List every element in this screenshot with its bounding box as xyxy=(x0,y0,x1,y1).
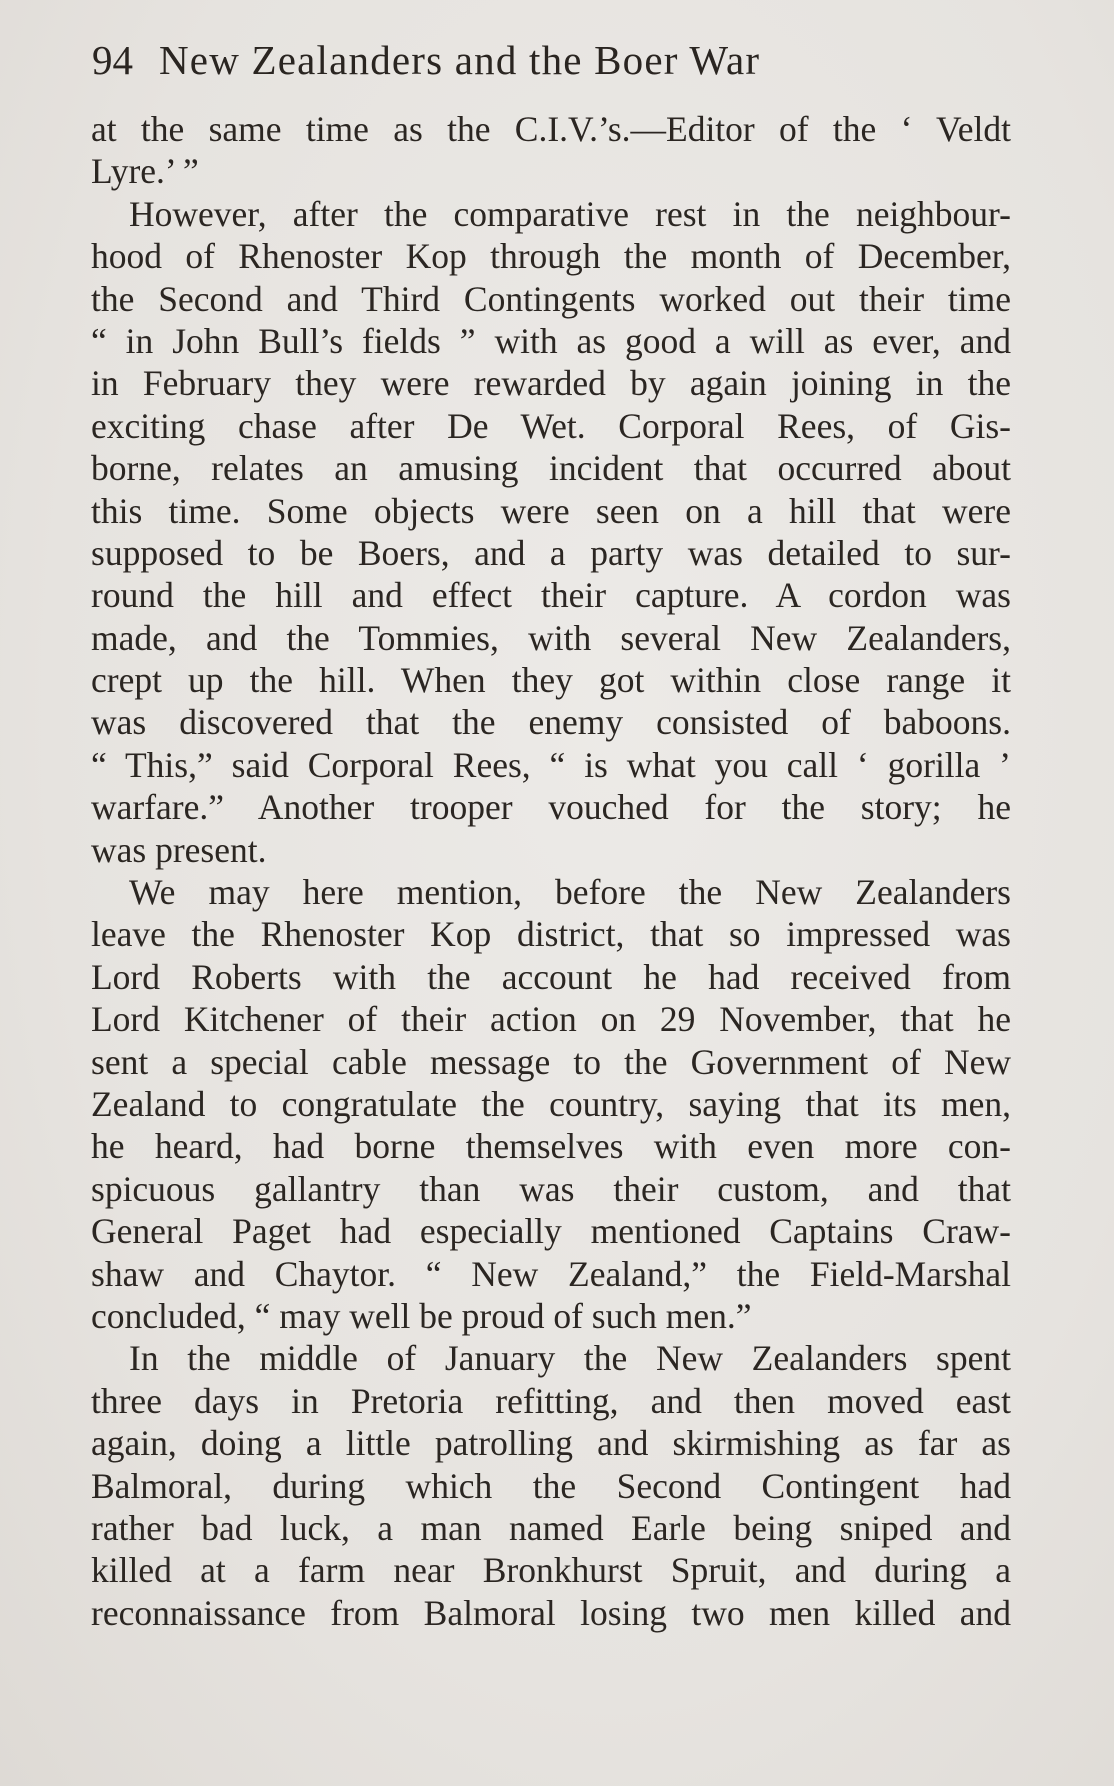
text-line: three days in Pretoria refitting, and then moved east xyxy=(91,1380,1011,1421)
running-header xyxy=(92,36,1012,96)
text-line: Lord Roberts with the account he had received from xyxy=(91,956,1011,997)
text-line: Balmoral, during which the Second Contingent had xyxy=(91,1465,1011,1506)
text-line: borne, relates an amusing incident that occurred about xyxy=(91,448,1011,489)
text-line: We may here mention, before the New Zealanders xyxy=(129,872,1011,913)
text-line: sent a special cable message to the Government of New xyxy=(91,1041,1011,1082)
text-line: leave the Rhenoster Kop district, that so impressed was xyxy=(91,914,1011,955)
text-line: this time. Some objects were seen on a hill that were xyxy=(91,490,1011,531)
text-line: hood of Rhenoster Kop through the month of December, xyxy=(91,236,1011,277)
page-number: 94 xyxy=(92,37,133,83)
text-line: exciting chase after De Wet. Corporal Rees, of Gis- xyxy=(91,405,1011,446)
text-line: in February they were rewarded by again joining in the xyxy=(91,363,1011,404)
text-line: However, after the comparative rest in the neighbour- xyxy=(129,193,1011,234)
text-line: warfare.” Another trooper vouched for the story; he xyxy=(91,787,1011,828)
text-line: killed at a farm near Bronkhurst Spruit, and during a xyxy=(91,1550,1011,1591)
text-line: the Second and Third Contingents worked out their time xyxy=(91,278,1011,319)
text-line: In the middle of January the New Zealanders spent xyxy=(129,1338,1011,1379)
text-line: made, and the Tommies, with several New Zealanders, xyxy=(91,617,1011,658)
text-line: again, doing a little patrolling and skirmishing as far as xyxy=(91,1423,1011,1464)
text-line: spicuous gallantry than was their custom, and that xyxy=(91,1168,1011,1209)
text-line: Lord Kitchener of their action on 29 November, that he xyxy=(91,999,1011,1040)
text-line: crept up the hill. When they got within close range it xyxy=(91,660,1011,701)
text-line: at the same time as the C.I.V.’s.—Editor of the ‘ Veldt xyxy=(91,109,1011,149)
text-line: he heard, had borne themselves with even more con- xyxy=(91,1126,1011,1167)
text-line: supposed to be Boers, and a party was detailed to sur- xyxy=(91,532,1011,573)
text-line: General Paget had especially mentioned Captains Craw- xyxy=(91,1211,1011,1252)
text-line: concluded, “ may well be proud of such men.” xyxy=(91,1295,752,1336)
text-line: Lyre.’ ” xyxy=(91,151,199,192)
text-line: Zealand to congratulate the country, saying that its men, xyxy=(91,1083,1011,1124)
text-line: round the hill and effect their capture. A cordon was xyxy=(91,575,1011,616)
text-line: shaw and Chaytor. “ New Zealand,” the Field-Marshal xyxy=(91,1253,1011,1294)
text-line: “ in John Bull’s fields ” with as good a will as ever, and xyxy=(91,320,1011,361)
text-line: was present. xyxy=(91,829,267,870)
text-line: “ This,” said Corporal Rees, “ is what you call ‘ gorilla ’ xyxy=(91,744,1011,785)
running-title: New Zealanders and the Boer War xyxy=(159,37,761,83)
text-line: reconnaissance from Balmoral losing two men killed and xyxy=(91,1592,1011,1633)
text-line: was discovered that the enemy consisted of baboons. xyxy=(91,702,1011,743)
text-line: rather bad luck, a man named Earle being sniped and xyxy=(91,1507,1011,1548)
body-text xyxy=(91,108,1011,1634)
